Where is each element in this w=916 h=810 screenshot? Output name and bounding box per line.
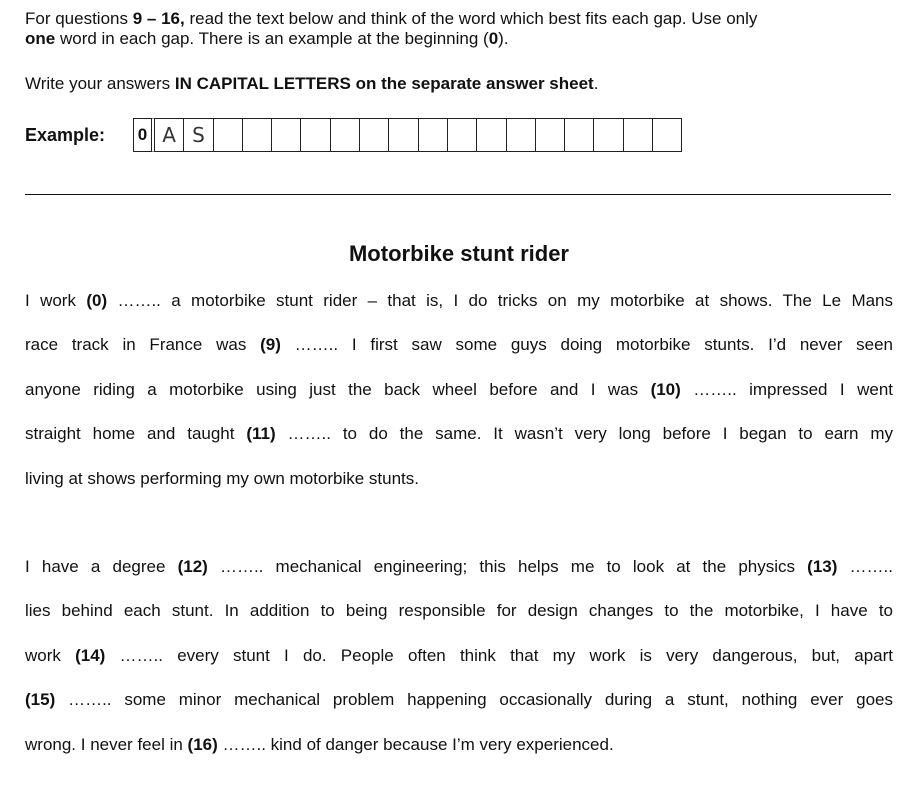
- instruction-text: ).: [498, 29, 509, 48]
- letter-box: [331, 118, 360, 152]
- instruction-line-2: [25, 29, 893, 49]
- text-segment: …….. every stunt I do. People often think that my work is very dangerous, but, apart: [105, 645, 893, 665]
- gap-number: (11): [246, 424, 276, 444]
- answer-boxes: [133, 118, 682, 152]
- letter-box: [477, 118, 506, 152]
- text-segment: living at shows performing my own motorbike stunts.: [25, 468, 419, 488]
- gap-number: (0): [86, 291, 108, 310]
- text-line: [25, 291, 893, 335]
- text-segment: …….. a motorbike stunt rider – that is, I do tricks on my motorbike at shows. The Le Mans: [107, 291, 894, 310]
- gap-number: (15): [25, 690, 56, 710]
- gap-number: (16): [187, 734, 218, 754]
- letter-box: [419, 118, 448, 152]
- text-line: [25, 424, 893, 468]
- gap-number: (14): [75, 645, 106, 665]
- text-line: [25, 335, 893, 379]
- letter-box: [214, 118, 243, 152]
- letter-box: [565, 118, 594, 152]
- paragraph-2: [25, 557, 893, 779]
- letter-box: [243, 118, 272, 152]
- text-segment: I have a degree: [25, 557, 178, 576]
- instruction-line-3: [25, 74, 893, 94]
- passage-title: Motorbike stunt rider: [348, 241, 569, 266]
- letter-box: [624, 118, 653, 152]
- gap-number: (13): [807, 557, 838, 576]
- text-segment: …….. I first saw some guys doing motorbike stunts. I’d never seen: [280, 335, 893, 355]
- gap-number: (10): [650, 379, 681, 399]
- text-segment: …….. impressed I went: [680, 379, 893, 399]
- text-segment: straight home and taught: [25, 424, 247, 444]
- text-segment: work: [25, 645, 76, 665]
- example-number-box: 0: [133, 118, 155, 152]
- letter-box: [301, 118, 330, 152]
- letter-box: [594, 118, 623, 152]
- instruction-emphasis: 0: [488, 29, 499, 48]
- gap-number: (9): [260, 335, 281, 355]
- text-segment: …….. mechanical engineering; this helps me to look at the physics: [207, 557, 808, 576]
- letter-box: [653, 118, 682, 152]
- divider: [25, 194, 891, 195]
- text-segment: anyone riding a motorbike using just the back wheel before and I was: [25, 379, 651, 399]
- text-segment: …….. to do the same. It wasn’t very long before I began to earn my: [275, 424, 893, 444]
- instruction-text: For questions: [25, 9, 133, 28]
- text-segment: ……..: [837, 557, 894, 576]
- instruction-text: word in each gap. There is an example at the beginning (: [55, 29, 489, 48]
- gap-number: (12): [177, 557, 208, 576]
- text-line: [25, 469, 893, 513]
- instruction-emphasis: IN CAPITAL LETTERS on the separate answer sheet: [174, 74, 594, 93]
- letter-box: [536, 118, 565, 152]
- text-line: [25, 646, 893, 690]
- letter-box: [389, 118, 418, 152]
- letter-box: [272, 118, 301, 152]
- text-line: [25, 601, 893, 645]
- text-segment: wrong. I never feel in: [25, 734, 188, 754]
- instruction-emphasis: one: [25, 29, 56, 48]
- text-segment: …….. some minor mechanical problem happening occasionally during a stunt, nothing ever goes: [55, 690, 893, 710]
- instruction-text: Write your answers: [25, 74, 175, 93]
- text-segment: lies behind each stunt. In addition to being responsible for design changes to the motorbike, I have to: [25, 601, 893, 621]
- question-range: 9 – 16,: [132, 9, 185, 28]
- text-segment: I work: [25, 291, 87, 310]
- text-line: [25, 557, 893, 601]
- text-line: [25, 735, 893, 779]
- text-line: [25, 690, 893, 734]
- text-segment: race track in France was: [25, 335, 261, 355]
- letter-box: [360, 118, 389, 152]
- letter-box: [448, 118, 477, 152]
- instruction-line-1: [25, 9, 893, 29]
- letter-box: A: [155, 118, 184, 152]
- instruction-text: read the text below and think of the word which best fits each gap. Use only: [184, 9, 758, 28]
- paragraph-1: [25, 291, 893, 513]
- instruction-text: .: [593, 74, 599, 93]
- letter-box: S: [184, 118, 213, 152]
- letter-box: [507, 118, 536, 152]
- text-line: [25, 380, 893, 424]
- example-label: Example:: [25, 124, 106, 145]
- text-segment: …….. kind of danger because I’m very experienced.: [217, 734, 614, 754]
- example-row: [25, 118, 682, 152]
